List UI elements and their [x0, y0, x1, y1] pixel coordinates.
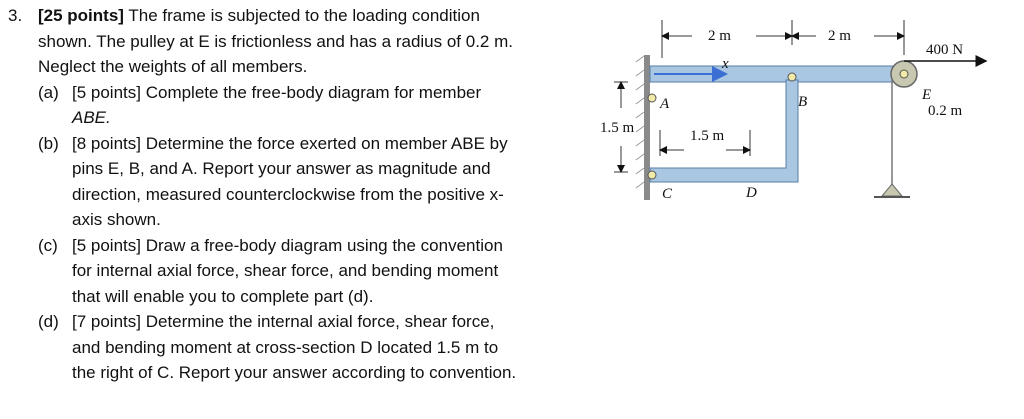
part-a-label: (a): [38, 82, 59, 102]
part-b-text-1: [8 points] Determine the force exerted on member ABE by: [72, 133, 508, 153]
part-d-line-1: [38, 309, 598, 335]
problem-number: 3.: [8, 6, 23, 25]
label-A: A: [660, 96, 670, 112]
label-x: x: [722, 56, 729, 72]
part-b-label: (b): [38, 133, 59, 153]
part-d-label: (d): [38, 312, 59, 331]
problem-3: [8, 3, 598, 386]
dim-top-left-label: 2 m: [708, 28, 731, 44]
label-E: E: [922, 87, 932, 103]
intro-line-2: shown. The pulley at E is frictionless and has a radius of 0.2 m.: [38, 31, 513, 51]
intro-line-3: Neglect the weights of all members.: [38, 57, 308, 76]
intro-line-1: The frame is subjected to the loading condition: [123, 6, 480, 25]
load-label: 400 N: [926, 42, 964, 58]
dim-top-right-label: 2 m: [828, 28, 851, 44]
part-a-line-1: [38, 80, 598, 106]
pin-A: [648, 94, 656, 102]
wall-hatch: [636, 56, 644, 188]
radius-label: 0.2 m: [928, 103, 963, 119]
part-c-text-2: for internal axial force, shear force, and bending moment: [72, 261, 499, 280]
part-d-text-2: and bending moment at cross-section D located 1.5 m to: [72, 337, 499, 357]
part-b-text-2: pins E, B, and A. Report your answer as magnitude and: [72, 159, 491, 178]
dim-vertical-label: 1.5 m: [600, 120, 635, 136]
part-b-line-1: [38, 131, 598, 157]
part-c-label: (c): [38, 235, 58, 255]
part-b-text-4: axis shown.: [72, 210, 161, 229]
part-d-text-1: [7 points] Determine the internal axial force, shear force,: [72, 312, 495, 331]
dim-inner-label: 1.5 m: [690, 128, 725, 144]
label-B: B: [798, 94, 808, 110]
frame-figure: [596, 0, 1024, 419]
part-c-text-1: [5 points] Draw a free-body diagram using the convention: [72, 235, 503, 255]
label-D: D: [746, 185, 757, 201]
pulley-pin: [900, 70, 908, 78]
pin-C: [648, 171, 656, 179]
part-c-line-1: [38, 233, 598, 259]
problem-points: [25 points]: [38, 6, 124, 25]
label-C: C: [662, 186, 673, 202]
part-b-text-3: direction, measured counterclockwise from the positive x-: [72, 184, 504, 204]
problem-header: [8, 3, 598, 29]
part-d-text-3: the right of C. Report your answer according to convention.: [72, 363, 517, 382]
part-c-text-3: that will enable you to complete part (d).: [72, 286, 374, 306]
pin-B: [788, 73, 796, 81]
part-a-text-2: ABE.: [72, 108, 111, 127]
ground-anchor: [882, 184, 902, 196]
frame-diagram: [596, 0, 1024, 419]
part-a-text-1: [5 points] Complete the free-body diagram for member: [72, 82, 482, 102]
